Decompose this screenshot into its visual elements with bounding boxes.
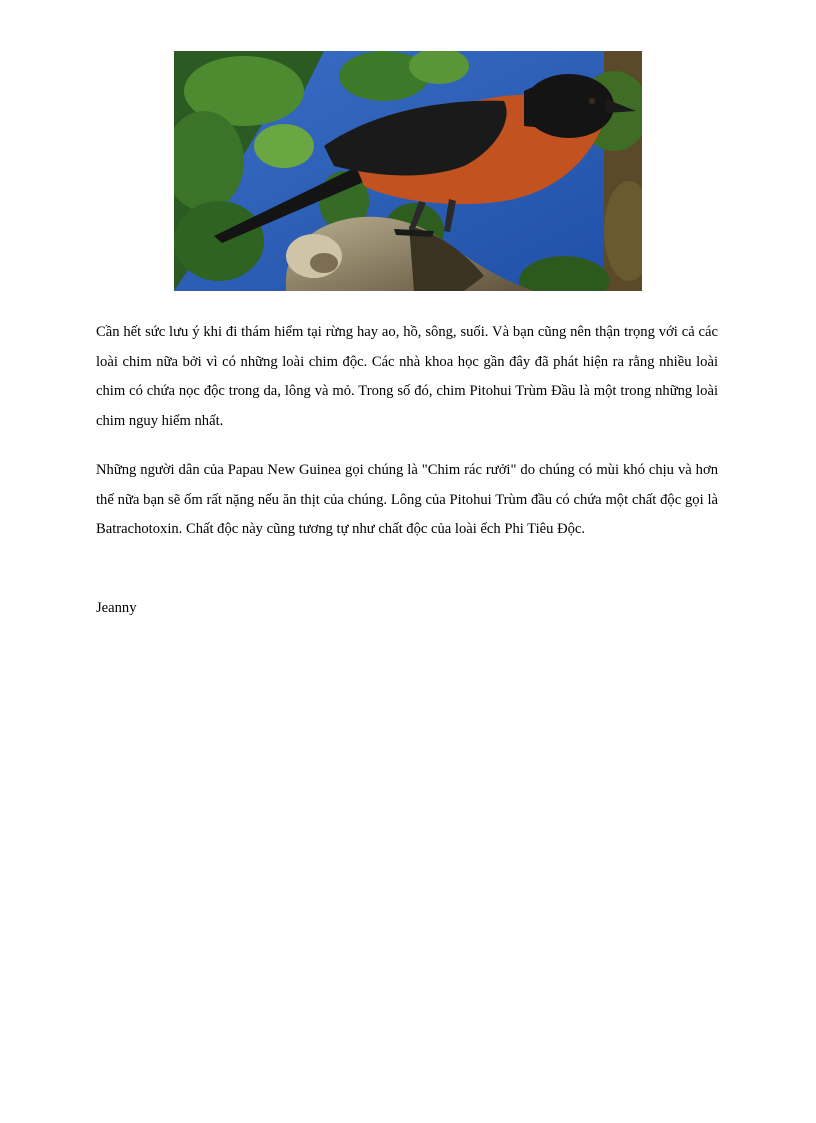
paragraph-toxin: Những người dân của Papau New Guinea gọi chúng là "Chim rác rưởi" do chúng có mùi khó chịu và hơn thế nữa bạn sẽ ốm rất nặng nếu ăn thịt của chúng. Lông của Pitohui Trùm đầu có chứa một chất độc gọi là Batrachotoxin. Chất độc này cũng tương tự như chất độc của loài ếch Phi Tiêu Độc. — [96, 462, 718, 537]
paragraph-intro: Cần hết sức lưu ý khi đi thám hiểm tại rừng hay ao, hồ, sông, suối. Và bạn cũng nên thận trọng với cả các loài chim nữa bởi vì có những loài chim độc. Các nhà khoa học gần đây đã phát hiện ra rằng nhiều loài chim có chứa nọc độc trong da, lông và mỏ. Trong số đó, chim Pitohui Trùm Đầu là một trong những loài chim nguy hiểm nhất. — [96, 324, 718, 429]
bird-illustration — [174, 51, 642, 291]
author-signature: Jeanny — [96, 600, 137, 616]
hooded-pitohui-photo — [174, 51, 642, 291]
